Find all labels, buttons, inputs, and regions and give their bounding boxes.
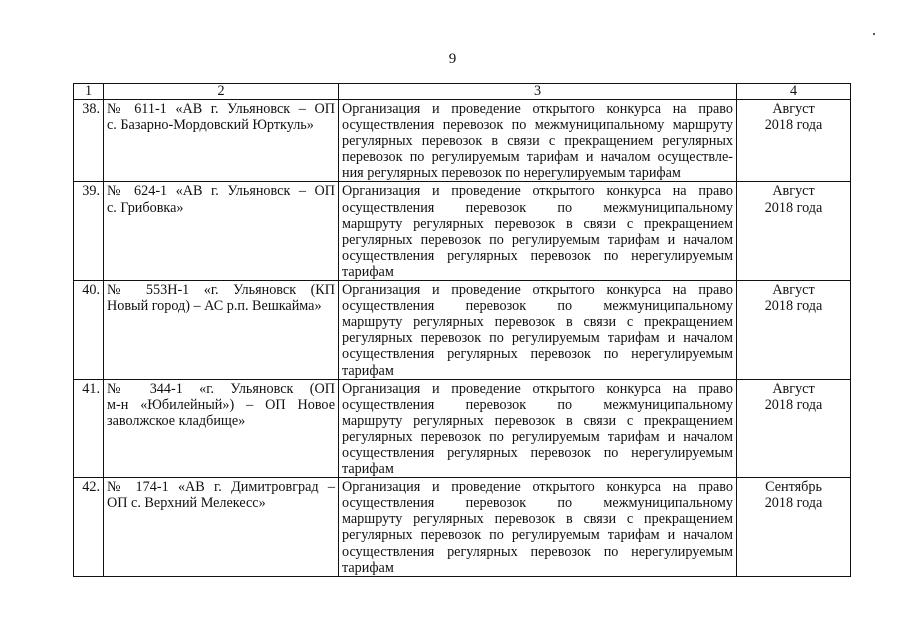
route-line: с. Базарно-Мордовский Юрткуль» [107,117,314,134]
header-cell-4: 4 [737,84,851,100]
description-line: Организация и проведение открытого конкурса на право [342,101,733,117]
description-line: тарифам [342,263,394,280]
description-line: регулярных перевозок в связи с прекращением регулярных [342,133,733,150]
description-line: Организация и проведение открытого конкурса на право [342,479,733,496]
description-line: Организация и проведение открытого конкурса на право [342,282,733,299]
page-number: 9 [448,51,457,67]
row-number: 38. [74,100,104,182]
header-cell-3: 3 [339,84,737,100]
row-number: 40. [74,281,104,380]
description-cell [339,182,737,281]
date-line: Август [772,183,815,200]
route-line: заволжское кладбище» [107,412,246,429]
date-cell [737,281,851,380]
date-cell [737,478,851,577]
route-line: № 553Н-1 «г. Ульяновск (КП [107,282,335,299]
table-row [74,281,851,380]
route-line: № 611-1 «АВ г. Ульяновск – ОП [107,101,335,117]
route-cell [104,281,339,380]
date-line: Сентябрь [765,479,822,496]
date-line: 2018 года [764,495,823,512]
table-header-row [74,84,851,100]
description-line: регулярных перевозок по регулируемым тарифам и началом [342,428,733,445]
description-line: осуществления регулярных перевозок по нерегулируемым [342,543,733,560]
route-line: Новый город) – АС р.п. Вешкайма» [107,298,322,315]
date-line: Август [772,380,815,397]
date-cell [737,100,851,182]
description-line: осуществления перевозок по межмуниципальному маршруту [342,117,733,134]
description-line: осуществления перевозок по межмуниципальному [342,396,733,413]
description-line: регулярных перевозок по регулируемым тарифам и началом [342,330,733,347]
description-line: осуществления перевозок по межмуниципальному [342,199,733,216]
route-cell [104,379,339,478]
date-line: 2018 года [764,298,823,315]
row-number: 42. [74,478,104,577]
row-number: 39. [74,182,104,281]
description-line: осуществления регулярных перевозок по нерегулируемым [342,346,733,363]
description-line: тарифам [342,461,394,478]
date-line: Август [772,101,815,117]
description-cell [339,100,737,182]
description-line: Организация и проведение открытого конкурса на право [342,380,733,397]
description-line: осуществления регулярных перевозок по нерегулируемым [342,444,733,461]
header-cell-1: 1 [74,84,104,100]
description-cell [339,478,737,577]
route-cell [104,100,339,182]
route-cell [104,182,339,281]
date-line: 2018 года [764,396,823,413]
table-row [74,379,851,478]
route-line: ОП с. Верхний Мелекесс» [107,495,266,512]
description-line: маршруту регулярных перевозок в связи с прекращением [342,314,733,331]
description-line: осуществления перевозок по межмуниципальному [342,495,733,512]
document-table [73,83,851,577]
description-cell [339,281,737,380]
route-line: м-н «Юбилейный») – ОП Новое [107,396,335,413]
date-line: Август [772,282,815,299]
description-line: тарифам [342,362,394,379]
table-body [74,100,851,577]
table-row [74,478,851,577]
route-cell [104,478,339,577]
description-line: осуществления перевозок по межмуниципальному [342,298,733,315]
description-cell [339,379,737,478]
description-line: Организация и проведение открытого конкурса на право [342,183,733,200]
route-line: с. Грибовка» [107,199,184,216]
scan-dot [873,33,875,35]
description-line: осуществления регулярных перевозок по нерегулируемым [342,247,733,264]
description-line: ния регулярных перевозок по нерегулируемым тарифам [342,165,681,182]
route-line: № 344-1 «г. Ульяновск (ОП [107,380,335,397]
date-line: 2018 года [764,199,823,216]
description-line: маршруту регулярных перевозок в связи с прекращением [342,215,733,232]
row-number: 41. [74,379,104,478]
table-row [74,182,851,281]
route-line: № 174-1 «АВ г. Димитровград – [107,479,335,496]
date-line: 2018 года [764,117,823,134]
description-line: маршруту регулярных перевозок в связи с прекращением [342,412,733,429]
route-line: № 624-1 «АВ г. Ульяновск – ОП [107,183,335,200]
header-cell-2: 2 [104,84,339,100]
description-line: регулярных перевозок по регулируемым тарифам и началом [342,527,733,544]
table-row [74,100,851,182]
date-cell [737,379,851,478]
description-line: регулярных перевозок по регулируемым тарифам и началом [342,231,733,248]
description-line: тарифам [342,559,394,576]
date-cell [737,182,851,281]
description-line: перевозок по регулируемым тарифам и началом осуществле- [342,149,733,166]
description-line: маршруту регулярных перевозок в связи с прекращением [342,511,733,528]
